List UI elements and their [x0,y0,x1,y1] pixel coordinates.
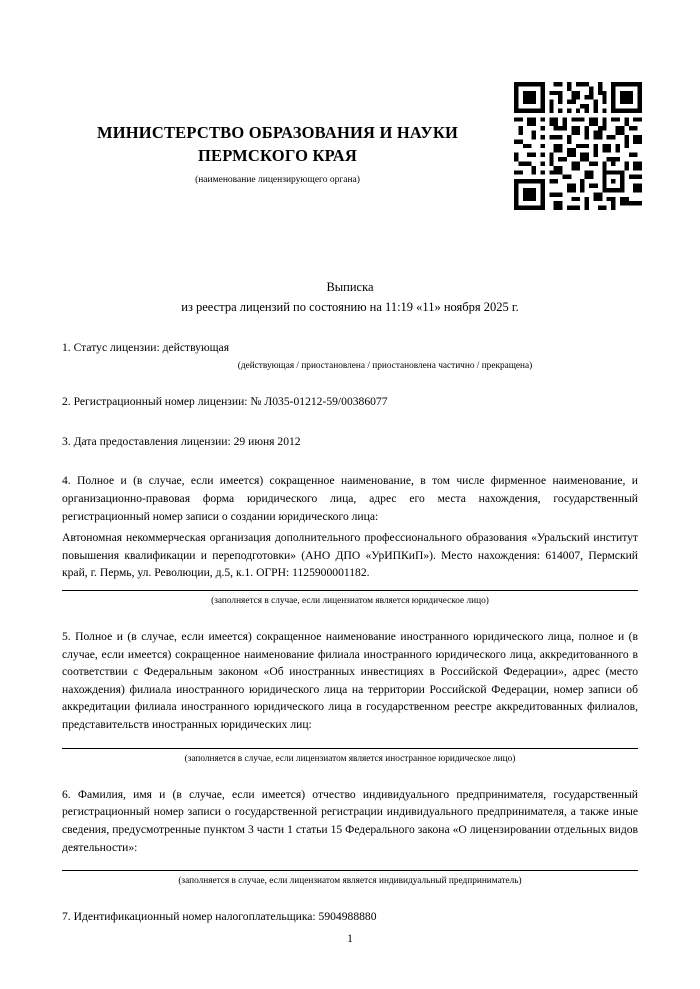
item-4-legal-entity-label: 4. Полное и (в случае, если имеется) сокращенное наименование, в том числе фирменное наименование, и организационно-правовая форма юридического лица, адрес его места нахождения, государственный регистрационный номер записи о создании юридического лица: [62,474,638,523]
document-title-line1: Выписка [326,279,374,294]
item-4-caption: (заполняется в случае, если лицензиатом является юридическое лицо) [211,596,489,607]
item-3-issue-date: 3. Дата предоставления лицензии: 29 июня 2012 [62,434,301,448]
issuing-authority-caption: (наименование лицензирующего органа) [195,174,360,185]
item-5-caption: (заполняется в случае, если лицензиатом является иностранное юридическое лицо) [184,753,516,764]
document-title-line2: из реестра лицензий по состоянию на 11:19 «11» ноября 2025 г. [181,299,519,314]
qr-code-icon [514,82,642,210]
item-7-taxpayer-number: 7. Идентификационный номер налогоплательщика: 5904988880 [62,910,377,924]
item-4-divider [62,590,638,591]
item-1-caption: (действующая / приостановлена / приостановлена частично / прекращена) [237,361,533,372]
item-2-registration-number: 2. Регистрационный номер лицензии: № Л035-01212-59/00386077 [62,395,388,409]
item-6-caption: (заполняется в случае, если лицензиатом является индивидуальный предприниматель) [178,876,522,887]
item-6-entrepreneur-label: 6. Фамилия, имя и (в случае, если имеется) отчество индивидуального предпринимателя, государственный регистрационный номер записи о государственной регистрации индивидуального предпринимателя, а также иные сведения, предусмотренные пунктом 3 части 1 статьи 15 Федерального закона «О лицензировании отдельных видов деятельности»: [62,787,638,854]
item-1-status: 1. Статус лицензии: действующая [62,340,230,354]
item-5-foreign-entity-label: 5. Полное и (в случае, если имеется) сокращенное наименование иностранного юридического лица, полное и (в случае, если имеется) сокращенное наименование филиала иностранного юридического лица, аккредитованного в соответствии с Федеральным законом «Об иностранных инвестициях в Российской Федерации», адрес (место нахождения) филиала иностранного юридического лица на территории Российской Федерации, номер записи об аккредитации филиала иностранного юридического лица в государственном реестре аккредитованных филиалов, представительств иностранных юридических лиц: [62,630,638,732]
item-6-divider [62,870,638,871]
page-number: 1 [347,933,353,945]
issuing-authority-title: МИНИСТЕРСТВО ОБРАЗОВАНИЯ И НАУКИ ПЕРМСКОГО КРАЯ [96,123,459,165]
item-4-legal-entity-value: Автономная некоммерческая организация дополнительного профессионального образования «Уральский институт повышения квалификации и переподготовки» (АНО ДПО «УрИПКиП»). Место нахождения: 614007, Пермский край, г. Пермь, ул. Революции, д.5, к.1. ОГРН: 1125900001182. [62,531,638,580]
item-5-divider [62,748,638,749]
document-title [62,277,638,317]
